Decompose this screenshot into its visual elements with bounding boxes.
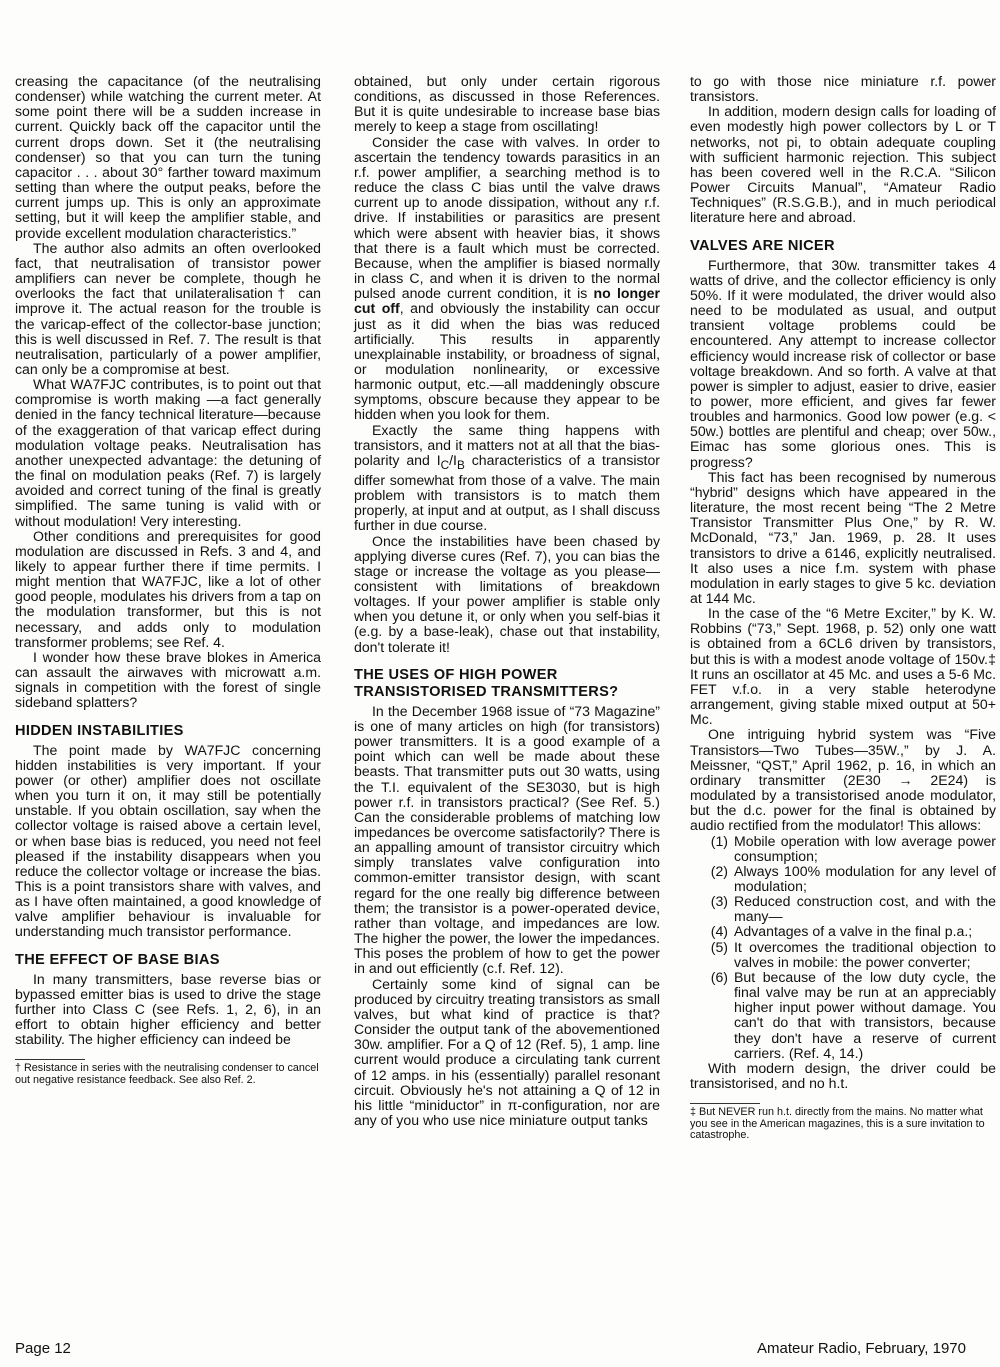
paragraph: Certainly some kind of signal can be produced by circuitry treating transistors as small valves, but what kind of practice is that? Consider the output tank of the abovementioned 30w. amplifier. For a Q of 12 (Ref. 5), 1 amp. line current would produce a circulating tank current of 12 amps. in his (essentially) parallel resonant circuit. Obviously he's not attaining a Q of 12 in his little “miniductor” in π-configuration, nor are any of you who use nice miniature output tanks bbox=[354, 975, 660, 1128]
paragraph: I wonder how these brave blokes in America can assault the airwaves with microwatt a.m. signals in competition with the forest of single sideband splatters? bbox=[15, 648, 321, 711]
list-number: (3) bbox=[710, 893, 728, 910]
list-text: But because of the low duty cycle, the final valve may be run at an appreciably higher input power without damage. You can't do that with transistors, because they don't have a reserve of current carriers. (Ref. 4, 14.) bbox=[734, 968, 996, 1061]
section-heading: THE EFFECT OF BASE BIAS bbox=[15, 951, 220, 968]
paragraph: In addition, modern design calls for loading of even modestly high power collectors by L or T networks, not pi, to obtain adequate coupling with sufficient harmonic rejection. This subject has been covered well in the R.C.A. “Silicon Power Circuits Manual”, “Amateur Radio Techniques” (R.S.G.B.), and in much periodical literature here and abroad. bbox=[690, 103, 996, 226]
footnote-rule bbox=[690, 1103, 760, 1104]
magazine-issue: Amateur Radio, February, 1970 bbox=[757, 1340, 966, 1357]
subscript: C bbox=[440, 458, 450, 472]
list-item bbox=[690, 834, 996, 864]
section-heading bbox=[354, 667, 660, 701]
column-2 bbox=[354, 74, 660, 1128]
list-item bbox=[690, 864, 996, 894]
list-number: (4) bbox=[710, 923, 728, 940]
column-1 bbox=[15, 74, 321, 1087]
heading-line: THE USES OF HIGH POWER bbox=[354, 666, 558, 683]
numbered-list bbox=[690, 834, 996, 1061]
column-3 bbox=[690, 74, 996, 1142]
paragraph: What WA7FJC contributes, is to point out that compromise is worth making —a fact generally denied in the fancy technical literature—because of the exaggeration of that varicap effect during modulation voltage peaks. Neutralisation has another unexpected advantage: the detuning of the final on modulation peaks (Ref. 7) is largely avoided and correct tuning of the final is greatly simplified. The same tuning is valid with or without modulation! Very interesting. bbox=[15, 376, 321, 529]
paragraph: obtained, but only under certain rigorous conditions, as discussed in those References. But it is quite undesirable to increase base bias merely to keep a stage from oscillating! bbox=[354, 73, 660, 135]
section-heading: VALVES ARE NICER bbox=[690, 237, 835, 254]
paragraph-text: Consider the case with valves. In order to ascertain the tendency towards parasitics in an r.f. power amplifier, a searching method is to reduce the class C bias until the valve draws current up to anode dissipation, without any r.f. drive. If instabilities or parasitics are present which were absent with heavier bias, it shows that there is a fault which must be corrected. Because, when the amplifier is biased normally in class C, and when it is driven to the normal pulsed anode current condition, it is bbox=[354, 133, 660, 302]
paragraph: Once the instabilities have been chased by applying diverse cures (Ref. 7), you can bias the stage or increase the voltage as you please—consistent with limitations of breakdown voltages. If your power amplifier is stable only when you detune it, or only when you self-bias it (e.g. by a base-leak), chase out that instability, don't tolerate it! bbox=[354, 532, 660, 655]
list-number: (5) bbox=[710, 938, 728, 955]
paragraph: creasing the capacitance (of the neutralising condenser) while watching the current meter. At some point there will be a sudden increase in current. Quickly back off the capacitor until the current drops down. Set it (the neutralising condenser) so that you can turn the tuning capacitor . . . about 30° farther toward maximum setting than where the output peaks, before the current jumps up. This is only an approximate setting, but it will keep the amplifier stable, and provide excellent modulation characteristics.” bbox=[15, 73, 321, 241]
footnote-rule bbox=[15, 1059, 85, 1060]
footnote: † Resistance in series with the neutralising condenser to cancel out negative resistance feedback. See also Ref. 2. bbox=[15, 1062, 319, 1086]
paragraph: In the case of the “6 Metre Exciter,” by K. W. Robbins (“73,” Sept. 1968, p. 52) only one watt is obtained from a 6CL6 driven by transistors, but this is with a modest anode voltage of 150v.‡ It runs an oscillator at 45 Mc. and uses a 5-6 Mc. FET v.f.o. in a very stable heterodyne arrangement, giving stable mixed output at 50+ Mc. bbox=[690, 605, 996, 728]
list-number: (6) bbox=[710, 968, 728, 985]
paragraph: Furthermore, that 30w. transmitter takes 4 watts of drive, and the collector efficiency is only 50%. If it were modulated, the driver would also need to be modulated as usual, and output transient voltage problems could be encountered. Any attempt to increase collector efficiency would increase risk of collector or base voltage breakdown. And so forth. A valve at that power is simpler to adjust, easier to drive, easier to power, more efficient, and gives far fewer troubles and harmonics. Good low power (e.g. < 50w.) bottles are plentiful and cheap; over 50w., Eimac has some glorious ones. This is progress? bbox=[690, 256, 996, 470]
list-number: (2) bbox=[710, 862, 728, 879]
paragraph-text: , and obviously the instability can occur just as it did when the bias was reduced artificially. This results in apparently unexplainable instability, or broadness of signal, or modulation nonlinearity, or excessive harmonic output, etc.—all maddeningly obscure symptoms, obscure because they appear to be hidden when you look for them. bbox=[354, 300, 660, 423]
paragraph-text: /I bbox=[449, 451, 457, 468]
paragraph: With modern design, the driver could be transistorised, and no h.t. bbox=[690, 1059, 996, 1091]
list-text: Always 100% modulation for any level of modulation; bbox=[734, 862, 996, 894]
list-text: Reduced construction cost, and with the many— bbox=[734, 893, 996, 925]
list-text: Mobile operation with low average power consumption; bbox=[734, 832, 996, 864]
paragraph: The author also admits an often overlooked fact, that neutralisation of transistor power amplifiers can never be complete, though he overlooks the fact that unilateralisation† can improve it. The actual reason for the trouble is the varicap-effect of the collector-base junction; this is well discussed in Ref. 7. The result is that neutralisation, particularly of a power amplifier, can only be a compromise at best. bbox=[15, 239, 321, 377]
footnote: ‡ But NEVER run h.t. directly from the mains. No matter what you see in the American magazines, this is a sure invitation to catastrophe. bbox=[690, 1106, 985, 1142]
page-number: Page 12 bbox=[15, 1340, 71, 1357]
paragraph-text: Exactly the same thing happens with transistors, and it matters not at all that the bias-polarity and I bbox=[354, 421, 660, 468]
paragraph: to go with those nice miniature r.f. power transistors. bbox=[690, 73, 996, 105]
paragraph: Other conditions and prerequisites for good modulation are discussed in Refs. 3 and 4, and likely to appear further there if time permits. I might mention that WA7FJC, like a lot of other good people, modulates his drivers from a tap on the modulation transformer, but this is not necessary, and adds only to modulation transformer problems; see Ref. 4. bbox=[15, 527, 321, 650]
paragraph: One intriguing hybrid system was “Five Transistors—Two Tubes—35W.,” by J. A. Meissner, “QST,” April 1962, p. 16, in which an ordinary transmitter (2E30 → 2E24) is modulated by a transistorised anode modulator, but the d.c. power for the final is obtained by audio rectified from the modulator! This allows: bbox=[690, 726, 996, 834]
paragraph: The point made by WA7FJC concerning hidden instabilities is very important. If your power (or other) amplifier does not oscillate when you turn it on, it may still be potentially unstable. If you obtain oscillation, say when the collector voltage is raised above a certain level, or when base bias is reduced, you need not feel pleased if the instability disappears when you reduce the collector voltage or increase the bias. This is a point transistors share with valves, and as I have often maintained, a good knowledge of valve amplifier behaviour is invaluable for understanding much transistor performance. bbox=[15, 741, 321, 940]
list-number: (1) bbox=[710, 832, 728, 849]
section-heading: HIDDEN INSTABILITIES bbox=[15, 722, 184, 739]
emphasis-text: no longer cut off bbox=[354, 285, 661, 317]
paragraph-text: characteristics of a transistor differ somewhat from those of a valve. The main problem with transistors is to match them properly, at input and at output, as I shall discuss further in due course. bbox=[354, 451, 660, 534]
paragraph bbox=[354, 135, 660, 423]
paragraph: In the December 1968 issue of “73 Magazine” is one of many articles on high (for transistors) power transmitters. It is a good example of a point which can well be made about these beasts. That transmitter puts out 30 watts, using the T.I. equivalent of the SE3030, but is high power r.f. in transistors practical? (See Ref. 5.) Can the considerable problems of matching low impedances be overcome satisfactorily? There is an appalling amount of transistor circuitry which simply translates valve configuration into common-emitter transistor design, with scant regard for the one really big difference between them; the transistor is a power-operated device, rather than voltage, and impedances are low. The higher the power, the lower the impedances. This poses the problem of how to get the power in and out efficiently (c.f. Ref. 12). bbox=[354, 702, 660, 977]
paragraph bbox=[354, 423, 660, 534]
heading-line: TRANSISTORISED TRANSMITTERS? bbox=[354, 683, 619, 700]
list-item bbox=[690, 970, 996, 1061]
list-item bbox=[690, 924, 996, 939]
list-item bbox=[690, 894, 996, 924]
paragraph: This fact has been recognised by numerous “hybrid” designs which have appeared in the literature, the most recent being “The 2 Metre Transistor Transmitter Plus One,” by R. W. McDonald, “73,” Jan. 1969, p. 28. It uses transistors to drive a 6146, explicitly neutralised. It also uses a nice f.m. system with phase modulation in early stages to give 5 kc. deviation at 144 Mc. bbox=[690, 468, 996, 606]
list-text: Advantages of a valve in the final p.a.; bbox=[734, 923, 973, 940]
paragraph: In many transmitters, base reverse bias or bypassed emitter bias is used to drive the stage further into Class C (see Refs. 1, 2, 6), in an effort to obtain higher efficiency and better stability. The higher efficiency can indeed be bbox=[15, 970, 321, 1048]
subscript: B bbox=[456, 458, 465, 472]
list-item bbox=[690, 940, 996, 970]
list-text: It overcomes the traditional objection to valves in mobile: the power converter; bbox=[734, 938, 996, 970]
